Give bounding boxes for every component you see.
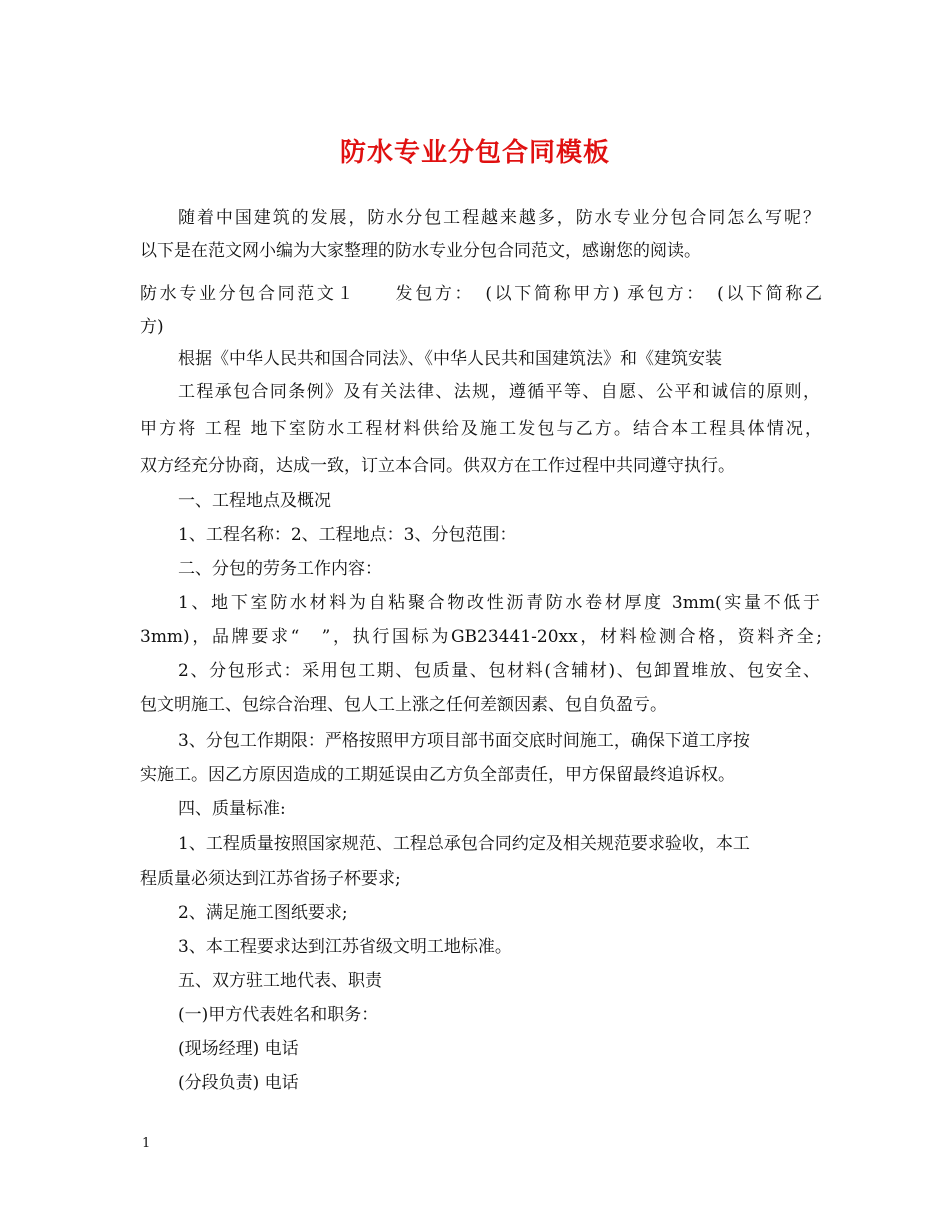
paragraph-line: 工程承包合同条例》及有关法律、法规，遵循平等、自愿、公平和诚信的原则， (178, 382, 820, 402)
paragraph-line: 3mm)，品牌要求“ ”，执行国标为GB23441-20xx，材料检测合格，资料齐全; (140, 627, 822, 647)
paragraph-line: (一)甲方代表姓名和职务： (178, 1005, 379, 1025)
paragraph-line: 1、工程质量按照国家规范、工程总承包合同约定及相关规范要求验收，本工 (178, 834, 750, 854)
paragraph-line: 2、满足施工图纸要求; (178, 903, 348, 923)
paragraph-line: 以下是在范文网小编为大家整理的防水专业分包合同范文，感谢您的阅读。 (140, 241, 701, 261)
paragraph-line: 方) (140, 317, 164, 337)
paragraph-line: 随着中国建筑的发展，防水分包工程越来越多，防水专业分包合同怎么写呢？ (178, 208, 820, 228)
section-heading: 一、工程地点及概况 (178, 491, 331, 511)
paragraph-line: 防水专业分包合同范文１ 发包方： (以下简称甲方) 承包方： (以下简称乙 (140, 284, 822, 304)
section-heading: 二、分包的劳务工作内容： (178, 559, 382, 579)
paragraph-line: 2、分包形式：采用包工期、包质量、包材料(含辅材)、包卸置堆放、包安全、 (178, 661, 820, 681)
paragraph-line: 3、分包工作期限：严格按照甲方项目部书面交底时间施工，确保下道工序按 (178, 731, 750, 751)
document-title: 防水专业分包合同模板 (339, 138, 610, 168)
paragraph-line: 程质量必须达到江苏省扬子杯要求; (140, 869, 401, 889)
paragraph-line: 1、地下室防水材料为自粘聚合物改性沥青防水卷材厚度 3mm(实量不低于 (178, 593, 820, 613)
paragraph-line: (现场经理) 电话 (178, 1039, 299, 1059)
section-heading: 五、双方驻工地代表、职责 (178, 971, 382, 991)
paragraph-line: 双方经充分协商，达成一致，订立本合同。供双方在工作过程中共同遵守执行。 (140, 456, 735, 476)
paragraph-line: 包文明施工、包综合治理、包人工上涨之任何差额因素、包自负盈亏。 (140, 695, 667, 715)
section-heading: 四、质量标准: (178, 799, 286, 819)
paragraph-line: (分段负责) 电话 (178, 1073, 299, 1093)
paragraph-line: 实施工。因乙方原因造成的工期延误由乙方负全部责任，甲方保留最终追诉权。 (140, 765, 735, 785)
paragraph-line: 1、工程名称：2、工程地点：3、分包范围： (178, 525, 517, 545)
paragraph-line: 3、本工程要求达到江苏省级文明工地标准。 (178, 937, 512, 957)
paragraph-line: 甲方将 工程 地下室防水工程材料供给及施工发包与乙方。结合本工程具体情况， (140, 419, 822, 439)
page-number: 1 (142, 1136, 151, 1151)
paragraph-line: 根据《中华人民共和国合同法》、《中华人民共和国建筑法》和《建筑安装 (178, 349, 722, 369)
